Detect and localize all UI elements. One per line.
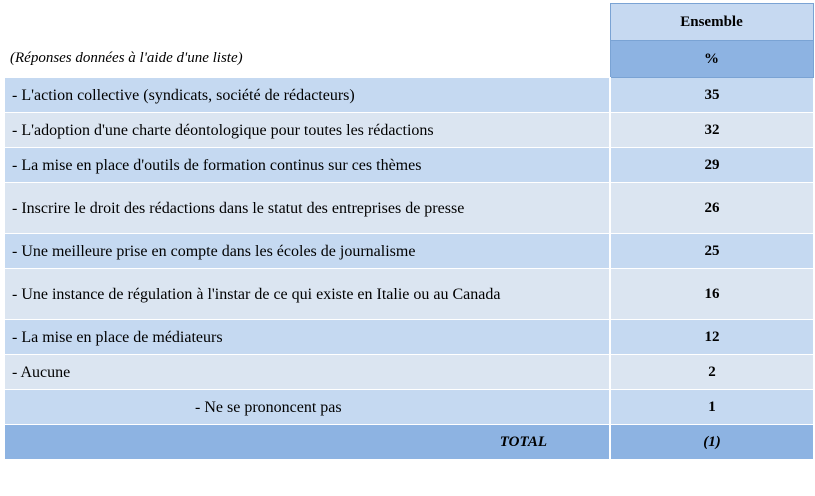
total-row — [5, 425, 813, 460]
results-table — [5, 3, 814, 460]
header-row — [5, 4, 813, 41]
row-label: - Aucune — [5, 355, 610, 390]
row-label: - La mise en place d'outils de formation continus sur ces thèmes — [5, 148, 610, 183]
row-label: - L'adoption d'une charte déontologique pour toutes les rédactions — [5, 113, 610, 148]
table-row — [5, 320, 813, 355]
row-value: 29 — [610, 148, 813, 183]
table-row — [5, 269, 813, 320]
header-blank-cell — [5, 4, 610, 41]
row-value: 35 — [610, 78, 813, 113]
table-row — [5, 113, 813, 148]
row-value: 25 — [610, 234, 813, 269]
subheader-row — [5, 41, 813, 78]
row-value: 26 — [610, 183, 813, 234]
row-label: - Inscrire le droit des rédactions dans le statut des entreprises de presse — [5, 183, 610, 234]
table-row — [5, 355, 813, 390]
row-value: 12 — [610, 320, 813, 355]
table-row — [5, 78, 813, 113]
row-label: - La mise en place de médiateurs — [5, 320, 610, 355]
row-label: - Une meilleure prise en compte dans les écoles de journalisme — [5, 234, 610, 269]
row-value: 32 — [610, 113, 813, 148]
row-label: - Ne se prononcent pas — [5, 390, 610, 425]
total-label: TOTAL — [5, 425, 610, 460]
column-title: Ensemble — [610, 4, 813, 41]
row-label: - Une instance de régulation à l'instar de ce qui existe en Italie ou au Canada — [5, 269, 610, 320]
row-label: - L'action collective (syndicats, société de rédacteurs) — [5, 78, 610, 113]
table-row — [5, 234, 813, 269]
total-value: (1) — [610, 425, 813, 460]
table-row — [5, 148, 813, 183]
row-value: 16 — [610, 269, 813, 320]
table-row — [5, 183, 813, 234]
unit-label: % — [610, 41, 813, 78]
instruction-note: (Réponses données à l'aide d'une liste) — [5, 41, 610, 78]
row-value: 2 — [610, 355, 813, 390]
table-row — [5, 390, 813, 425]
row-value: 1 — [610, 390, 813, 425]
